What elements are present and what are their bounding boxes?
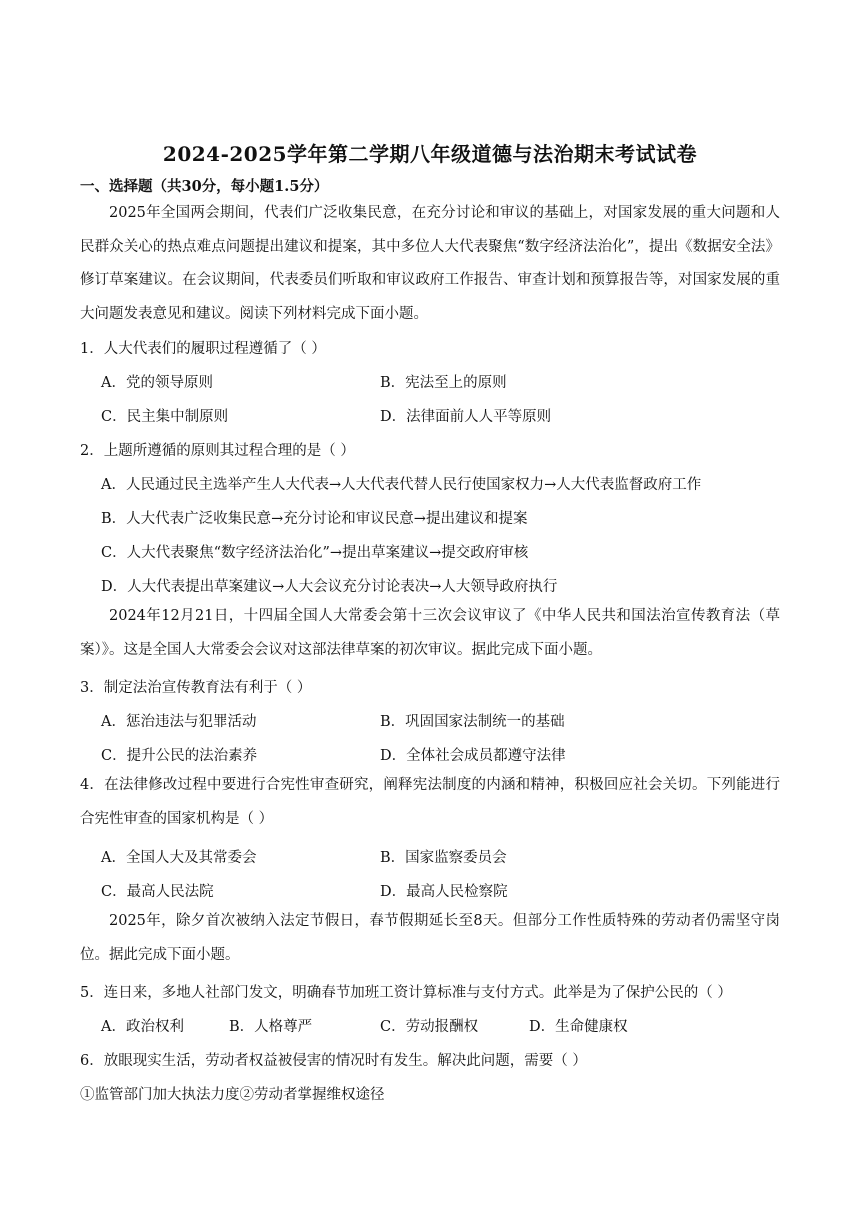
question-3-option-a: A．惩治违法与犯罪活动 bbox=[101, 714, 257, 730]
question-2-option-d: D．人大代表提出草案建议→人大会议充分讨论表决→人大领导政府执行 bbox=[101, 579, 558, 595]
question-2-stem: 2．上题所遵循的原则其过程合理的是（ ） bbox=[80, 443, 355, 459]
material-paragraph-2: 2024年12月21日，十四届全国人大常委会第十三次会议审议了《中华人民共和国法治宣传教育法（草案）》。这是全国人大常委会会议对这部法律草案的初次审议。据此完成下面小题。 bbox=[80, 608, 780, 658]
question-5-option-c: C．劳动报酬权 bbox=[380, 1019, 479, 1035]
question-1-stem: 1．人大代表们的履职过程遵循了（ ） bbox=[80, 341, 326, 357]
question-4-option-d: D．最高人民检察院 bbox=[380, 884, 508, 900]
material-paragraph-1: 2025年全国两会期间，代表们广泛收集民意，在充分讨论和审议的基础上，对国家发展的重大问题和人民群众关心的热点难点问题提出建议和提案，其中多位人大代表聚焦“数字经济法治化”，提出《数据安全法》修订草案建议。在会议期间，代表委员们听取和审议政府工作报告、审查计划和预算报告等，对国家发展的重大问题发表意见和建议。阅读下列材料完成下面小题。 bbox=[80, 205, 780, 322]
question-4-option-a: A．全国人大及其常委会 bbox=[101, 850, 257, 866]
question-1-option-a: A．党的领导原则 bbox=[101, 375, 213, 391]
question-4-option-b: B．国家监察委员会 bbox=[380, 850, 507, 866]
question-6-statements: ①监管部门加大执法力度②劳动者掌握维权途径 bbox=[80, 1087, 385, 1103]
question-5-option-a: A．政治权利 bbox=[101, 1019, 184, 1035]
question-1-option-b: B．宪法至上的原则 bbox=[380, 375, 507, 391]
question-3-stem: 3．制定法治宣传教育法有利于（ ） bbox=[80, 680, 312, 696]
question-2-option-a: A．人民通过民主选举产生人大代表→人大代表代替人民行使国家权力→人大代表监督政府工作 bbox=[101, 477, 702, 493]
question-4-stem: 4．在法律修改过程中要进行合宪性审查研究，阐释宪法制度的内涵和精神，积极回应社会关切。下列能进行合宪性审查的国家机构是（ ） bbox=[80, 777, 780, 827]
question-5-option-b: B．人格尊严 bbox=[229, 1019, 313, 1035]
material-paragraph-3: 2025年，除夕首次被纳入法定节假日，春节假期延长至8天。但部分工作性质特殊的劳动者仍需坚守岗位。据此完成下面小题。 bbox=[80, 913, 780, 963]
question-4-option-c: C．最高人民法院 bbox=[101, 884, 214, 900]
question-3-option-d: D．全体社会成员都遵守法律 bbox=[380, 748, 566, 764]
question-5-option-d: D．生命健康权 bbox=[529, 1019, 628, 1035]
question-2-option-c: C．人大代表聚焦“数字经济法治化”→提出草案建议→提交政府审核 bbox=[101, 545, 529, 561]
question-3-option-c: C．提升公民的法治素养 bbox=[101, 748, 258, 764]
question-3-option-b: B．巩固国家法制统一的基础 bbox=[380, 714, 565, 730]
question-5-stem: 5．连日来，多地人社部门发文，明确春节加班工资计算标准与支付方式。此举是为了保护公民的（ ） bbox=[80, 985, 732, 1001]
question-6-stem: 6．放眼现实生活，劳动者权益被侵害的情况时有发生。解决此问题，需要（ ） bbox=[80, 1053, 587, 1069]
question-1-option-c: C．民主集中制原则 bbox=[101, 409, 229, 425]
question-1-option-d: D．法律面前人人平等原则 bbox=[380, 409, 552, 425]
exam-title: 2024-2025学年第二学期八年级道德与法治期末考试试卷 bbox=[162, 142, 698, 166]
question-2-option-b: B．人大代表广泛收集民意→充分讨论和审议民意→提出建议和提案 bbox=[101, 511, 528, 527]
section-heading-choice: 一、选择题（共30分，每小题1.5分） bbox=[80, 178, 329, 195]
